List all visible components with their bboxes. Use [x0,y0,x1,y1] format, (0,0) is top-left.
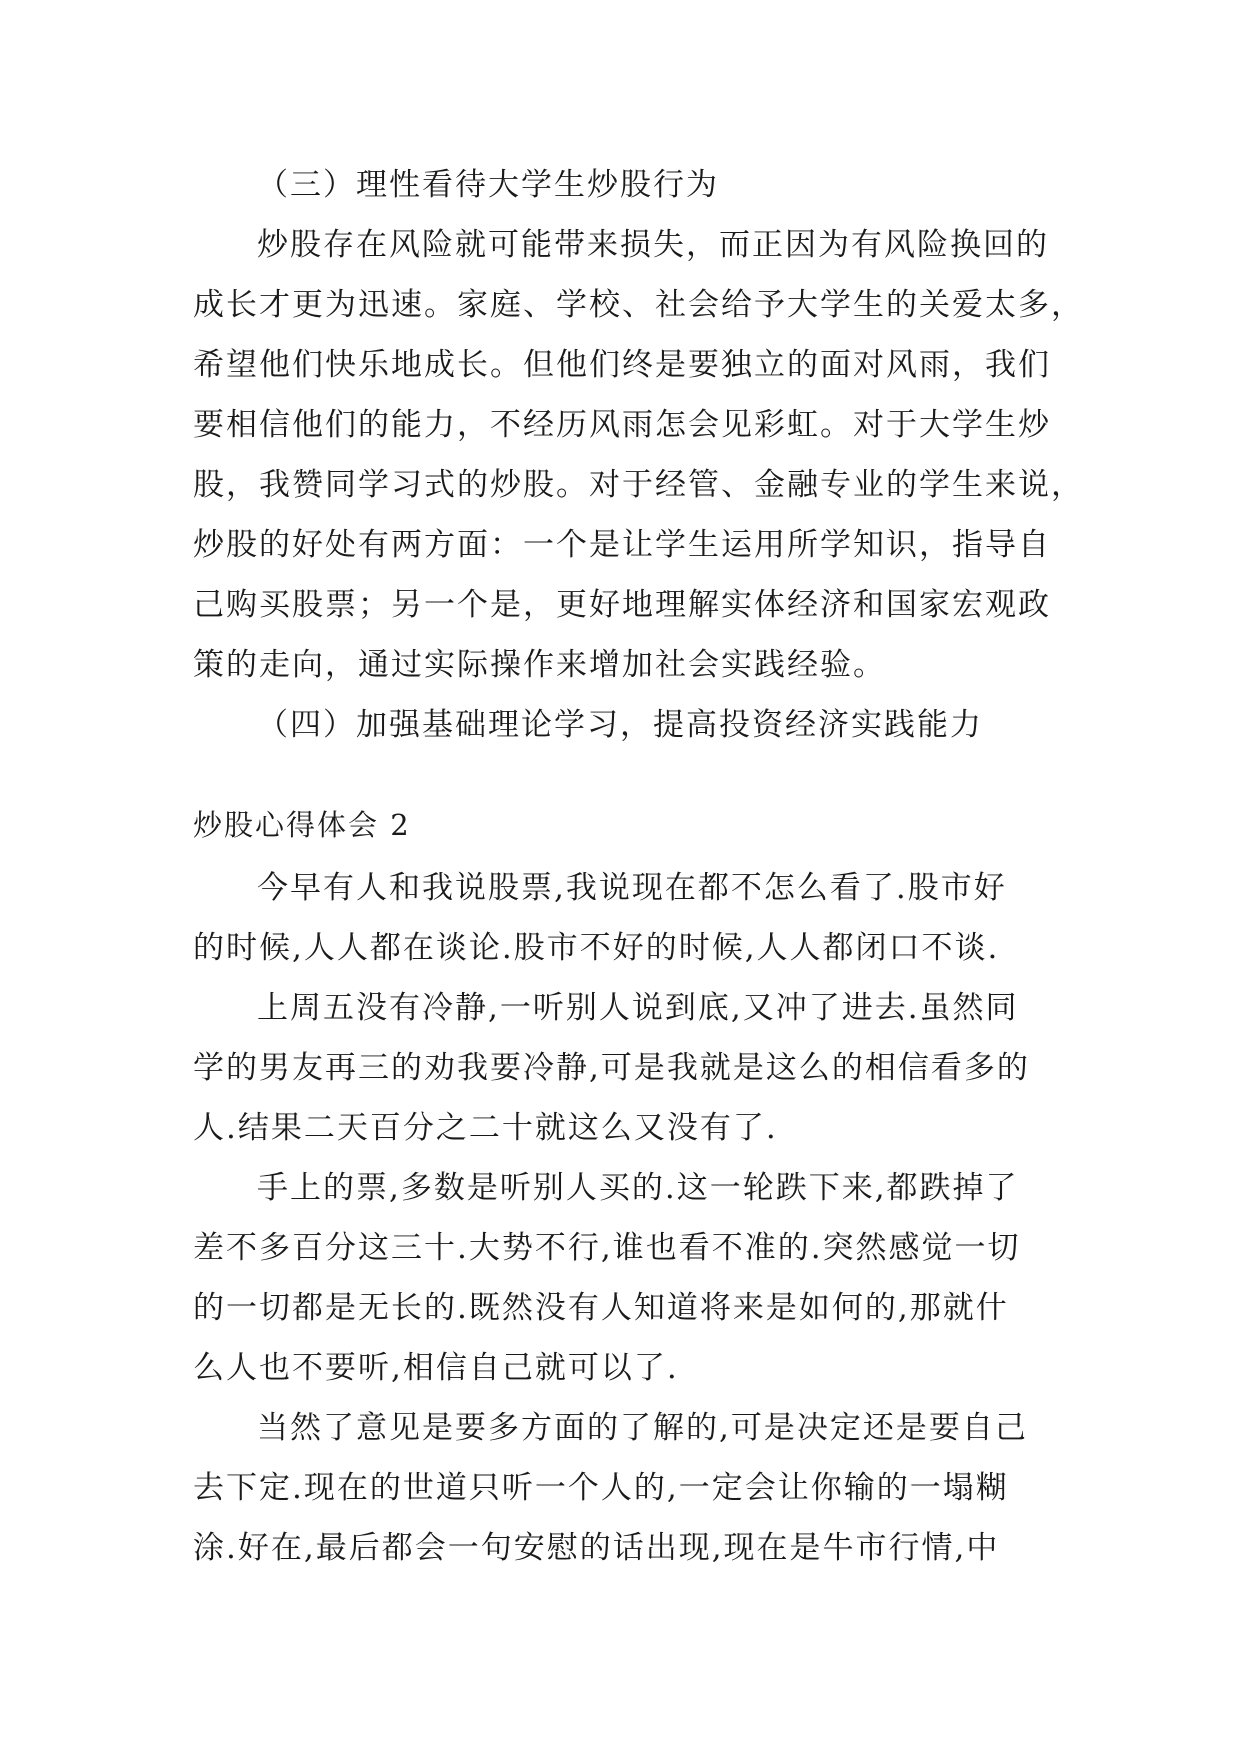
paragraph-line: 己购买股票；另一个是，更好地理解实体经济和国家宏观政 [193,587,1051,623]
paragraph-line: 差不多百分这三十.大势不行,谁也看不准的.突然感觉一切 [193,1230,1021,1266]
paragraph-line: 股，我赞同学习式的炒股。对于经管、金融专业的学生来说， [193,467,1084,503]
paragraph-line: 策的走向，通过实际操作来增加社会实践经验。 [193,647,886,683]
section-heading-3: （三）理性看待大学生炒股行为 [257,167,719,203]
section-heading-4: （四）加强基础理论学习，提高投资经济实践能力 [257,707,983,743]
article-title: 炒股心得体会 2 [193,808,411,842]
paragraph-line: 要相信他们的能力，不经历风雨怎会见彩虹。对于大学生炒 [193,407,1051,443]
paragraph-line: 成长才更为迅速。家庭、学校、社会给予大学生的关爱太多， [193,287,1084,323]
paragraph-line: 学的男友再三的劝我要冷静,可是我就是这么的相信看多的 [193,1050,1030,1086]
paragraph-line: 今早有人和我说股票,我说现在都不怎么看了.股市好 [257,870,1007,906]
paragraph-line: 当然了意见是要多方面的了解的,可是决定还是要自己 [257,1410,1028,1446]
paragraph-line: 去下定.现在的世道只听一个人的,一定会让你输的一塌糊 [193,1470,1009,1506]
paragraph-line: 炒股存在风险就可能带来损失，而正因为有风险换回的 [257,227,1049,263]
paragraph-line: 炒股的好处有两方面：一个是让学生运用所学知识，指导自 [193,527,1051,563]
paragraph-line: 的时候,人人都在谈论.股市不好的时候,人人都闭口不谈. [193,930,1000,966]
paragraph-line: 希望他们快乐地成长。但他们终是要独立的面对风雨，我们 [193,347,1051,383]
paragraph-line: 么人也不要听,相信自己就可以了. [193,1350,679,1386]
paragraph-line: 人.结果二天百分之二十就这么又没有了. [193,1110,778,1146]
paragraph-line: 上周五没有冷静,一听别人说到底,又冲了进去.虽然同 [257,990,1019,1026]
paragraph-line: 手上的票,多数是听别人买的.这一轮跌下来,都跌掉了 [257,1170,1019,1206]
paragraph-line: 涂.好在,最后都会一句安慰的话出现,现在是牛市行情,中 [193,1530,1000,1566]
paragraph-line: 的一切都是无长的.既然没有人知道将来是如何的,那就什 [193,1290,1009,1326]
